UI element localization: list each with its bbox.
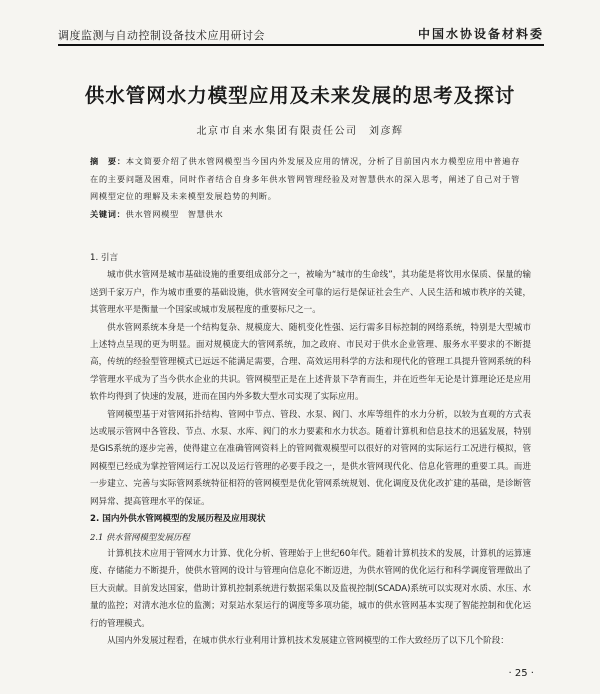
section-1-heading: 1. 引言 xyxy=(90,253,119,263)
body-text xyxy=(90,250,531,650)
header-rule xyxy=(58,44,544,46)
keywords xyxy=(90,209,520,220)
abstract-text: 本文简要介绍了供水管网模型当今国内外发展及应用的情况，分析了目前国内水力模型应用中普遍存在的主要问题及困难，同时作者结合自身多年供水管网管理经验及对智慧供水的深入思考，阐述了自己对于管网模型定位的理解及未来模型发展趋势的判断。 xyxy=(90,156,520,201)
paper-title: 供水管网水力模型应用及未来发展的思考及探讨 xyxy=(84,84,516,107)
section-2-heading: 2. 国内外供水管网模型的发展历程及应用现状 xyxy=(90,514,266,525)
section-2-1-heading: 2.1 供水管网模型发展历程 xyxy=(90,531,190,542)
paragraph-3: 管网模型基于对管网拓扑结构、管网中节点、管段、水泵、阀门、水库等组件的水力分析，以较为直观的方式表达或展示管网中各管段、节点、水泵、水库、阀门的水力要素和水力状态。随着计算机和信息技术的迅猛发展，特别是GIS系统的逐步完善，使得建立在准确管网资料上的管网微观模型可以很好的对管网的实际运行工况进行模拟，管网模型已经成为掌控管网运行工况以及运行管理的必要手段之一，是供水管网现代化、信息化管理的重要工具。而进一步建立、完善与实际管网系统特征相符的管网模型是优化管网系统规划、优化调度及优化改扩建的基础，是诊断管网异常、提高管理水平的保证。 xyxy=(90,409,531,507)
paragraph-2: 供水管网系统本身是一个结构复杂、规模庞大、随机变化性强、运行需多目标控制的网络系统，特别是大型城市上述特点呈现的更为明显。面对规模庞大的管网系统，加之政府、市民对于供水企业管理、服务水平要求的不断提高，传统的经验型管理模式已远远不能满足需要，合理、高效运用科学的方法和现代化的管理工具提升管网系统的科学管理水平成为了当今供水企业的共识。管网模型正是在上述背景下孕育而生，并在近些年无论是计算理论还是应用软件均得到了快速的发展，进而在国内外多数大型水司实现了实际应用。 xyxy=(90,322,531,403)
keywords-text: 供水管网模型 智慧供水 xyxy=(125,209,224,219)
abstract xyxy=(90,153,520,206)
paragraph-1: 城市供水管网是城市基础设施的重要组成部分之一，被喻为“城市的生命线”，其功能是将饮用水保质、保量的输送到千家万户，作为城市重要的基础设施，供水管网安全可靠的运行是保证社会生产、人民生活和城市秩序的关键，其管理水平是衡量一个国家或城市发展程度的重要标尺之一。 xyxy=(90,270,531,316)
author-affiliation: 北京市自来水集团有限责任公司 刘彦辉 xyxy=(196,126,404,137)
paragraph-5: 从国内外发展过程看，在城市供水行业利用计算机技术发展建立管网模型的工作大致经历了以下几个阶段： xyxy=(107,635,509,646)
page-number: · 25 · xyxy=(508,668,534,679)
abstract-label: 摘 要： xyxy=(90,156,126,166)
keywords-label: 关键词： xyxy=(90,209,126,219)
paragraph-4: 计算机技术应用于管网水力计算、优化分析、管理始于上世纪60年代。随着计算机技术的发展，计算机的运算速度、存储能力不断提升，使供水管网的设计与管理向信息化不断迈进，为供水管网的优化运行和科学调度管理做出了巨大贡献。目前发达国家，借助计算机控制系统进行数据采集以及监视控制(SCADA)系统可以实现对水质、水压、水量的监控；对清水池水位的监测；对泵站水泵运行的调度等多项功能，城市的供水管网基本实现了智能控制和优化运行的管理模式。 xyxy=(90,548,531,629)
running-header-left: 调度监测与自动控制设备技术应用研讨会 xyxy=(58,29,265,42)
running-header-right: 中国水协设备材料委 xyxy=(417,27,544,41)
